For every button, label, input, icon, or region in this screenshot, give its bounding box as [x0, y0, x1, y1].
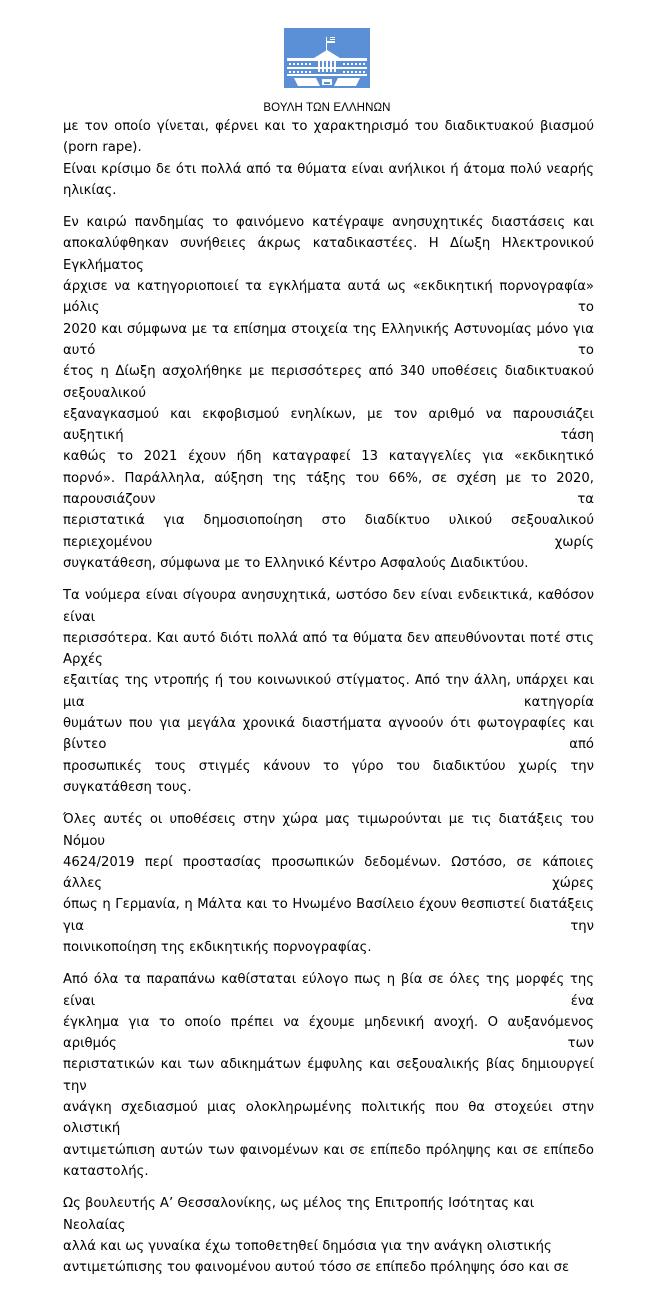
text-line: με τον οποίο γίνεται, φέρνει και το χαρακτηρισμό του διαδικτυακού βιασμού (porn rape). — [63, 119, 594, 156]
text-line: Εν καιρώ πανδημίας το φαινόμενο κατέγραψε ανησυχητικές διαστάσεις και — [63, 215, 594, 231]
paragraph-2 — [63, 212, 594, 574]
text-line: περιστατικών και των αδικημάτων έμφυλης και σεξουαλικής βίας δημιουργεί την — [63, 1057, 594, 1094]
text-line: εξαιτίας της ντροπής ή του κοινωνικού στίγματος. Από την άλλη, υπάρχει και μια κατηγορία — [63, 673, 594, 710]
text-line: αλλά και ως γυναίκα έχω τοποθετηθεί δημόσια για την ανάγκη ολιστικής — [63, 1238, 552, 1254]
text-line: Όλες αυτές οι υποθέσεις στην χώρα μας τιμωρούνται με τις διατάξεις του Νόμου — [63, 812, 594, 849]
text-line: θυμάτων που για μεγάλα χρονικά διαστήματα αγνοούν ότι φωτογραφίες και βίντεο από — [63, 716, 594, 753]
text-line: όπως η Γερμανία, η Μάλτα και το Ηνωμένο Βασίλειο έχουν θεσπιστεί διατάξεις για την — [63, 897, 594, 934]
text-line: Από όλα τα παραπάνω καθίσταται εύλογο πως η βία σε όλες της μορφές της είναι ένα — [63, 972, 594, 1009]
text-line: προσωπικές τους στιγμές κάνουν το γύρο του διαδικτύου χωρίς την συγκατάθεση τους. — [63, 758, 594, 795]
text-line: Ως βουλευτής Α’ Θεσσαλονίκης, ως μέλος της Επιτροπής Ισότητας και Νεολαίας — [63, 1196, 535, 1233]
text-line: καθώς το 2021 έχουν ήδη καταγραφεί 13 καταγγελίες για «εκδικητικό — [63, 449, 594, 465]
paragraph-3 — [63, 585, 594, 798]
text-line: 4624/2019 περί προστασίας προσωπικών δεδομένων. Ωστόσο, σε κάποιες άλλες χώρες — [63, 854, 594, 892]
text-line: συγκατάθεση, σύμφωνα με το Ελληνικό Κέντρο Ασφαλούς Διαδικτύου. — [63, 555, 529, 571]
document-body — [63, 116, 594, 1289]
paragraph-1 — [63, 116, 594, 201]
text-line: άρχισε να κατηγοριοποιεί τα εγκλήματα αυτά ως «εκδικητική πορνογραφία» μόλις το — [63, 279, 594, 316]
text-line: αντιμετώπιση αυτών των φαινομένων και σε επίπεδο πρόληψης και σε επίπεδο — [63, 1142, 594, 1158]
text-line: αποκαλύφθηκαν συνήθειες άκρως καταδικαστέες. Η Δίωξη Ηλεκτρονικού Εγκλήματος — [63, 236, 594, 273]
letterhead — [0, 28, 654, 114]
text-line: πορνό». Παράλληλα, αύξηση της τάξης του 66%, σε σχέση με το 2020, παρουσιάζουν τα — [63, 470, 594, 508]
paragraph-6 — [63, 1193, 594, 1278]
text-line: Τα νούμερα είναι σίγουρα ανησυχητικά, ωστόσο δεν είναι ενδεικτικά, καθόσον είναι — [63, 588, 594, 625]
text-line: έτος η Δίωξη ασχολήθηκε με περισσότερες από 340 υποθέσεις διαδικτυακού σεξουαλικού — [63, 364, 594, 401]
text-line: έγκλημα για το οποίο πρέπει να έχουμε μηδενική ανοχή. Ο αυξανόμενος αριθμός των — [63, 1014, 594, 1052]
text-line: περιστατικά για δημοσιοποίηση στο διαδίκτυο υλικού σεξουαλικού περιεχομένου χωρίς — [63, 513, 594, 550]
text-line: Είναι κρίσιμο δε ότι πολλά από τα θύματα είναι ανήλικοι ή άτομα πολύ νεαρής ηλικίας. — [63, 161, 594, 198]
text-line: εξαναγκασμού και εκφοβισμού ενηλίκων, με τον αριθμό να παρουσιάζει αυξητική τάση — [63, 406, 594, 444]
text-line: αντιμετώπισης του φαινομένου αυτού τόσο σε επίπεδο πρόληψης όσο και σε — [63, 1260, 570, 1276]
text-line: καταστολής. — [63, 1163, 149, 1179]
paragraph-4 — [63, 809, 594, 958]
organization-name: ΒΟΥΛΗ ΤΩΝ ΕΛΛΗΝΩΝ — [263, 102, 391, 114]
text-line: ανάγκη σχεδιασμού μιας ολοκληρωμένης πολιτικής που θα στοχεύει στην ολιστική — [63, 1100, 594, 1137]
text-line: ποινικοποίηση της εκδικητικής πορνογραφίας. — [63, 939, 372, 955]
parliament-building-logo-icon — [284, 28, 370, 88]
text-line: περισσότερα. Και αυτό διότι πολλά από τα θύματα δεν απευθύνονται ποτέ στις Αρχές — [63, 630, 594, 668]
text-line: 2020 και σύμφωνα με τα επίσημα στοιχεία της Ελληνικής Αστυνομίας μόνο για αυτό το — [63, 321, 594, 358]
paragraph-5 — [63, 969, 594, 1182]
